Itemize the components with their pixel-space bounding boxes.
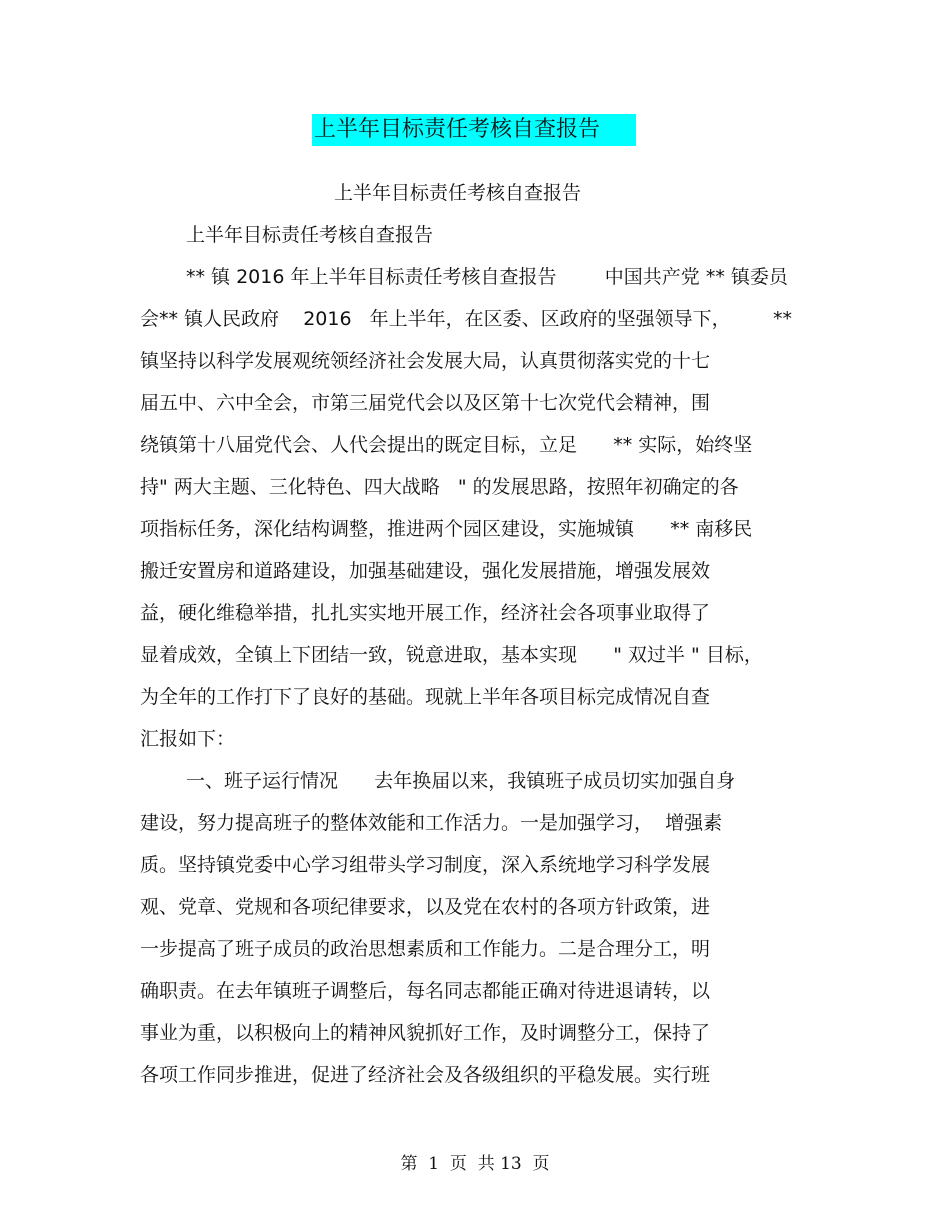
body-line: 一、班子运行情况 去年换届以来，我镇班子成员切实加强自身	[186, 770, 736, 792]
body-line: ** 镇 2016 年上半年目标责任考核自查报告 中国共产党 ** 镇委员	[186, 266, 788, 288]
page-number-footer: 第 1 页 共 13 页	[400, 1154, 550, 1174]
body-line: 一步提高了班子成员的政治思想素质和工作能力。二是合理分工，明	[140, 938, 711, 960]
body-line: 建设，努力提高班子的整体效能和工作活力。一是加强学习， 增强素	[140, 812, 723, 834]
body-line: 项指标任务，深化结构调整，推进两个园区建设，实施城镇 ** 南移民	[140, 518, 753, 540]
body-line: 镇坚持以科学发展观统领经济社会发展大局，认真贯彻落实党的十七	[140, 350, 711, 372]
body-line: 搬迁安置房和道路建设，加强基础建设，强化发展措施，增强发展效	[140, 560, 711, 582]
body-line: 汇报如下：	[140, 728, 236, 750]
document-title: 上半年目标责任考核自查报告	[334, 182, 582, 204]
body-line: 质。坚持镇党委中心学习组带头学习制度，深入系统地学习科学发展	[140, 854, 711, 876]
body-line: 绕镇第十八届党代会、人代会提出的既定目标，立足 ** 实际，始终坚	[140, 434, 753, 456]
body-line: 为全年的工作打下了良好的基础。现就上半年各项目标完成情况自查	[140, 686, 711, 708]
body-line: 届五中、六中全会，市第三届党代会以及区第十七次党代会精神，围	[140, 392, 711, 414]
body-line: 事业为重，以积极向上的精神风貌抓好工作，及时调整分工，保持了	[140, 1022, 711, 1044]
body-line: 确职责。在去年镇班子调整后，每名同志都能正确对待进退请转，以	[140, 980, 711, 1002]
body-line: 观、党章、党规和各项纪律要求，以及党在农村的各项方针政策，进	[140, 896, 711, 918]
body-line: 会** 镇人民政府 2016 年上半年，在区委、区政府的坚强领导下， **	[140, 308, 792, 330]
document-subtitle: 上半年目标责任考核自查报告	[186, 224, 434, 246]
body-line: 持" 两大主题、三化特色、四大战略 " 的发展思路，按照年初确定的各	[140, 476, 739, 498]
body-line: 各项工作同步推进，促进了经济社会及各级组织的平稳发展。实行班	[140, 1064, 711, 1086]
highlighted-title: 上半年目标责任考核自查报告	[312, 114, 636, 146]
body-line: 显着成效，全镇上下团结一致，锐意进取，基本实现 " 双过半 " 目标，	[140, 644, 763, 666]
body-line: 益，硬化维稳举措，扎扎实实地开展工作，经济社会各项事业取得了	[140, 602, 711, 624]
